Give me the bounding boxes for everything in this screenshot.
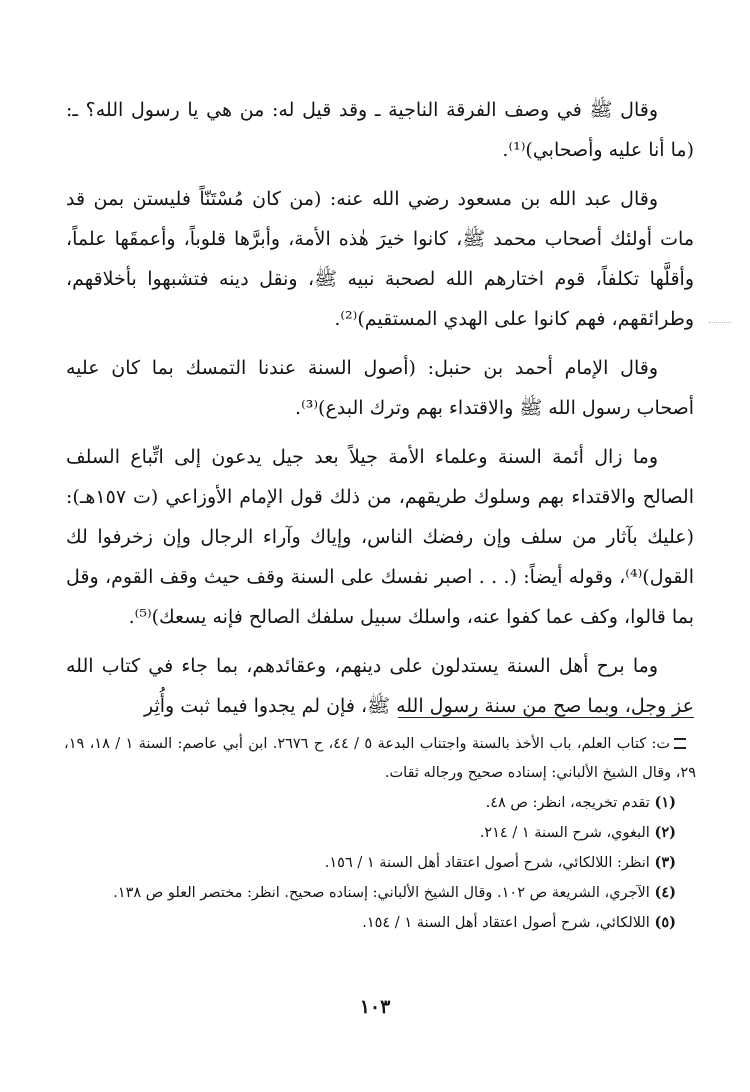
footnote-number: (٥) — [654, 914, 676, 931]
main-text — [66, 90, 694, 735]
paragraph-1: وقال ﷺ في وصف الفرقة الناجية ـ وقد قيل له: من هي يا رسول الله؟ ـ: (ما أنا عليه وأصحابي)⁽¹⁾. — [66, 99, 694, 161]
paragraph-3: وقال الإمام أحمد بن حنبل: (أصول السنة عندنا التمسك بما كان عليه أصحاب رسول الله ﷺ والاقتداء بهم وترك البدع)⁽³⁾. — [66, 357, 694, 419]
paragraph-5: وما برح أهل السنة يستدلون على دينهم، وعقائدهم، بما جاء في كتاب الله عز وجل، وبما صح من سنة رسول الله ﷺ، فإن لم يجدوا فيما ثبت وأُثِر — [66, 655, 694, 717]
footnote-continuation — [64, 730, 696, 788]
footnote-number: (٣) — [654, 854, 676, 871]
footnote-number: (٤) — [654, 884, 676, 901]
footnote-1 — [64, 788, 696, 818]
margin-mark — [709, 322, 731, 323]
paragraph-4: وما زال أئمة السنة وعلماء الأمة جيلاً بعد جيل يدعون إلى اتِّباع السلف الصالح والاقتداء بهم وسلوك طريقهم، من ذلك قول الإمام الأوزاعي (ت ١٥٧هـ): (عليك بآثار من سلف وإن رفضك الناس، وإياك وآراء الرجال وإن زخرفوا لك القول)⁽⁴⁾، وقوله أيضاً: (. . . اصبر نفسك على السنة وقف حيث وقف القوم، وقل بما قالوا، وكف عما كفوا عنه، واسلك سبيل سلفك الصالح فإنه يسعك)⁽⁵⁾. — [66, 446, 694, 628]
footnote-text: تقدم تخريجه، انظر: ص ٤٨. — [485, 795, 650, 811]
footnote-text: البغوي، شرح السنة ١ / ٢١٤. — [479, 825, 650, 841]
footnote-4 — [64, 878, 696, 908]
footnote-3 — [64, 848, 696, 878]
footnote-2 — [64, 818, 696, 848]
footnote-continuation-text: ت: كتاب العلم، باب الأخذ بالسنة واجتناب البدعة ٥ / ٤٤، ح ٢٦٧٦. ابن أبي عاصم: السنة ١ / ١٨، ١٩، ٢٩، وقال الشيخ الألباني: إسناده صحيح ورجاله ثقات. — [64, 736, 696, 781]
page-number: ١٠٣ — [359, 996, 391, 1018]
paragraph-2: وقال عبد الله بن مسعود رضي الله عنه: (من كان مُسْتَنّاً فليستن بمن قد مات أولئك أصحاب محمد ﷺ، كانوا خيرَ هٰذه الأمة، وأبرَّها قلوباً، وأعمقَها علماً، وأقلَّها تكلفاً، قوم اختارهم الله لصحبة نبيه ﷺ، ونقل دينه فتشبهوا بأخلاقهم، وطرائقهم، فهم كانوا على الهدي المستقيم)⁽²⁾. — [66, 188, 694, 330]
footnote-5 — [64, 908, 696, 938]
footnote-text: انظر: اللالكائي، شرح أصول اعتقاد أهل السنة ١ / ١٥٦. — [324, 855, 650, 871]
footnote-text: اللالكائي، شرح أصول اعتقاد أهل السنة ١ / ١٥٤. — [362, 915, 650, 931]
footnotes — [64, 730, 696, 938]
footnote-number: (١) — [654, 794, 676, 811]
footnote-divider — [398, 717, 694, 718]
footnote-text: الآجري، الشريعة ص ١٠٢. وقال الشيخ الألباني: إسناده صحيح. انظر: مختصر العلو ص ١٣٨. — [113, 885, 650, 901]
footnote-list — [64, 788, 696, 938]
footnote-number: (٢) — [654, 824, 676, 841]
